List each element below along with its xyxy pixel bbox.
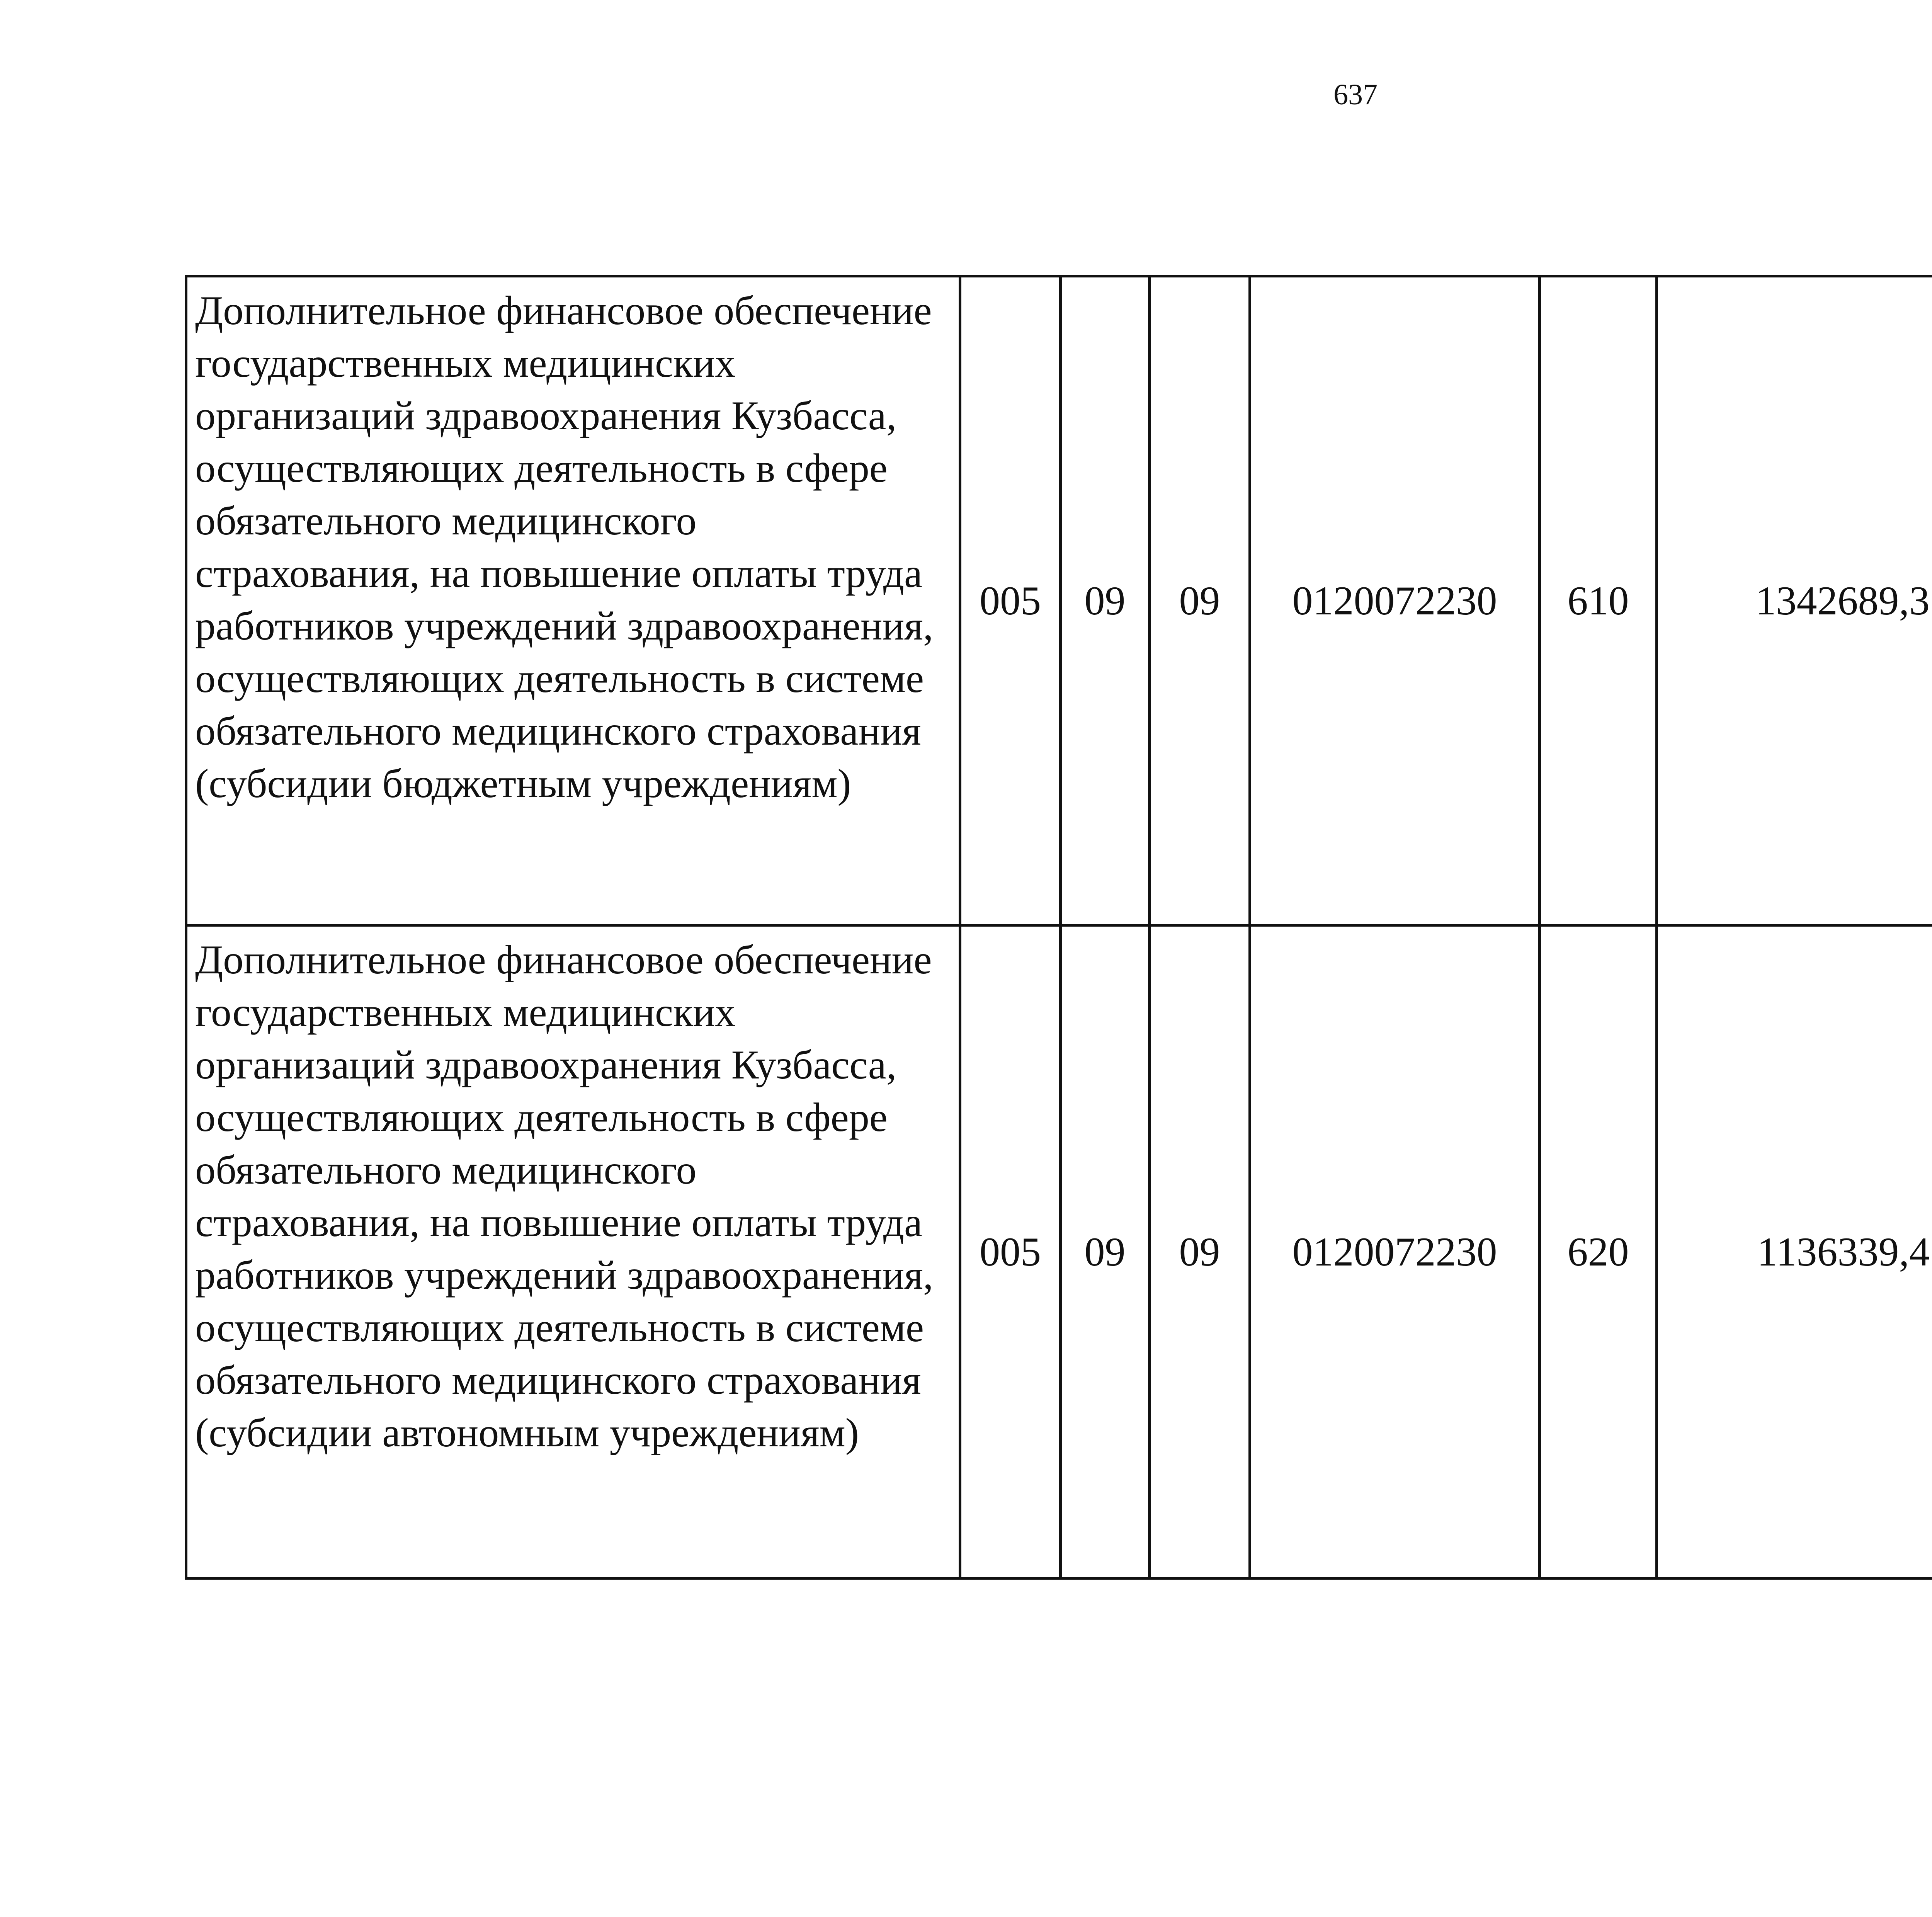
page-number: 637 bbox=[1333, 78, 1378, 111]
row-name-cell: Дополнительное финансовое обеспечение государственных медицинских организаций здравоохранения Кузбасса, осуществляющих деятельность в сфере обязательного медицинского страхования, на повышение оплаты труда работников учреждений здравоохранения, осуществляющих деятельность в системе обязательного медицинского страхования (субсидии бюджетным учреждениям) bbox=[186, 276, 960, 925]
table-row bbox=[186, 276, 1932, 925]
target-article-cell: 0120072230 bbox=[1250, 276, 1540, 925]
subsection-code-cell: 09 bbox=[1150, 925, 1250, 1579]
budget-table bbox=[185, 275, 1932, 1580]
subsection-code-cell: 09 bbox=[1150, 276, 1250, 925]
section-code-cell: 09 bbox=[1061, 276, 1150, 925]
expense-type-cell: 620 bbox=[1540, 925, 1657, 1579]
table-row bbox=[186, 925, 1932, 1579]
section-code-cell: 09 bbox=[1061, 925, 1150, 1579]
amount-cell: 1342689,3 bbox=[1657, 276, 1932, 925]
target-article-cell: 0120072230 bbox=[1250, 925, 1540, 1579]
amount-cell: 1136339,4 bbox=[1657, 925, 1932, 1579]
ministry-code-cell: 005 bbox=[960, 276, 1061, 925]
expense-type-cell: 610 bbox=[1540, 276, 1657, 925]
row-name-cell: Дополнительное финансовое обеспечение государственных медицинских организаций здравоохранения Кузбасса, осуществляющих деятельность в сфере обязательного медицинского страхования, на повышение оплаты труда работников учреждений здравоохранения, осуществляющих деятельность в системе обязательного медицинского страхования (субсидии автономным учреждениям) bbox=[186, 925, 960, 1579]
ministry-code-cell: 005 bbox=[960, 925, 1061, 1579]
